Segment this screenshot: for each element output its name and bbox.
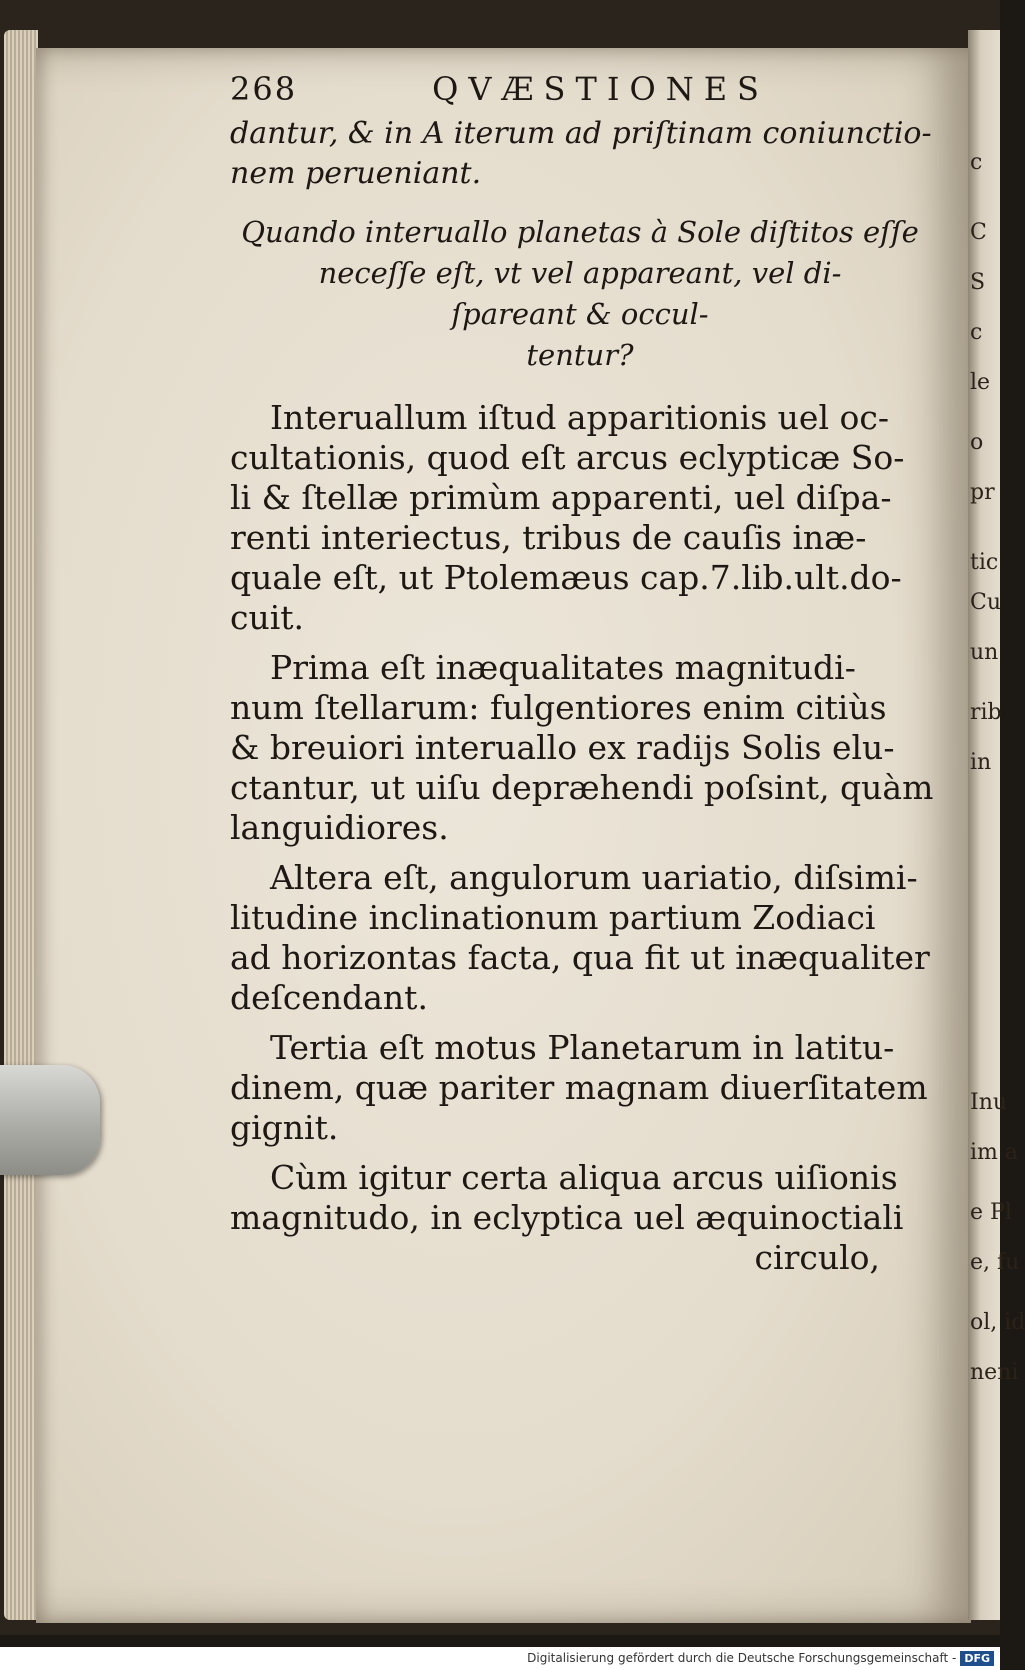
paragraph <box>230 1158 930 1238</box>
text-line: Cùm igitur certa aliqua arcus uiſionis <box>270 1158 898 1197</box>
text-line: cuit. <box>230 598 305 637</box>
paragraph <box>230 398 930 638</box>
digitization-footer <box>0 1647 1000 1670</box>
dfg-logo-icon: DFG <box>960 1651 994 1666</box>
catchword: circulo, <box>754 1238 880 1277</box>
text-line: litudine inclinationum partium Zodiaci <box>230 898 876 937</box>
text-line: ctantur, ut uiſu depræhendi poſsint, quàm <box>230 768 934 807</box>
right-fragment: un <box>970 640 999 665</box>
right-fragment: tic <box>970 550 999 575</box>
text-line: deſcendant. <box>230 978 428 1017</box>
text-line: Interuallum iſtud apparitionis uel oc- <box>270 398 889 437</box>
right-fragment: C <box>970 220 987 245</box>
right-fragment: pr <box>970 480 995 505</box>
page-text <box>230 70 934 1278</box>
text-line: languidiores. <box>230 808 449 847</box>
paragraph <box>230 648 934 848</box>
text-line: Prima eſt inæqualitates magnitudi- <box>270 648 856 687</box>
right-fragment: Cu <box>970 590 1002 615</box>
footer-text: Digitalisierung gefördert durch die Deutsche Forschungsgemeinschaft - <box>527 1651 957 1665</box>
continuation-line: nem perueniant. <box>230 156 482 191</box>
right-page-edge <box>968 30 1025 1620</box>
text-line: dinem, quæ pariter magnam diuerſitatem <box>230 1068 928 1107</box>
right-fragment: c <box>970 150 983 175</box>
heading-line: ſpareant & occul- <box>451 297 709 331</box>
section-heading <box>230 212 930 376</box>
right-fragment: Inu <box>970 1090 1008 1115</box>
paragraph <box>230 858 930 1018</box>
text-line: ad horizontas facta, qua fit ut inæqualiter <box>230 938 930 977</box>
right-fragment: neni <box>970 1360 1019 1385</box>
text-line: li & ſtellæ primùm apparenti, uel diſpa- <box>230 478 892 517</box>
running-head: QVÆSTIONES <box>432 70 769 108</box>
paragraph <box>230 1028 930 1148</box>
right-fragment: e Pl <box>970 1200 1012 1225</box>
right-fragment: S <box>970 270 986 295</box>
right-fragment: c <box>970 320 983 345</box>
continuation-line: dantur, & in A iterum ad priſtinam coniunctio- <box>230 116 932 151</box>
heading-line: Quando interuallo planetas à Sole diſtitos eſſe <box>241 215 919 249</box>
right-fragment: rib <box>970 700 1002 725</box>
right-fragment: o <box>970 430 984 455</box>
text-line: renti interiectus, tribus de cauſis inæ- <box>230 518 867 557</box>
right-fragment: e, fu <box>970 1250 1020 1275</box>
text-line: Altera eſt, angulorum uariatio, diſsimi- <box>270 858 918 897</box>
heading-line: tentur? <box>526 338 634 372</box>
right-fragment: le <box>970 370 991 395</box>
text-line: num ſtellarum: fulgentiores enim citiùs <box>230 688 887 727</box>
page-number: 268 <box>230 70 298 108</box>
text-line: quale eſt, ut Ptolemæus cap.7.lib.ult.do- <box>230 558 902 597</box>
page-clip <box>0 1065 100 1175</box>
page-header <box>230 70 930 114</box>
text-line: gignit. <box>230 1108 339 1147</box>
page-edges <box>4 30 38 1620</box>
right-fragment: im a <box>970 1140 1019 1165</box>
text-line: magnitudo, in eclyptica uel æquinoctiali <box>230 1198 904 1237</box>
heading-line: neceſſe eſt, vt vel appareant, vel di- <box>318 256 842 290</box>
right-fragment: ol, id <box>970 1310 1025 1335</box>
text-line: Tertia eſt motus Planetarum in latitu- <box>270 1028 895 1067</box>
text-line: & breuiori interuallo ex radijs Solis elu- <box>230 728 895 767</box>
text-line: cultationis, quod eſt arcus eclypticæ So- <box>230 438 905 477</box>
right-fragment: in <box>970 750 992 775</box>
